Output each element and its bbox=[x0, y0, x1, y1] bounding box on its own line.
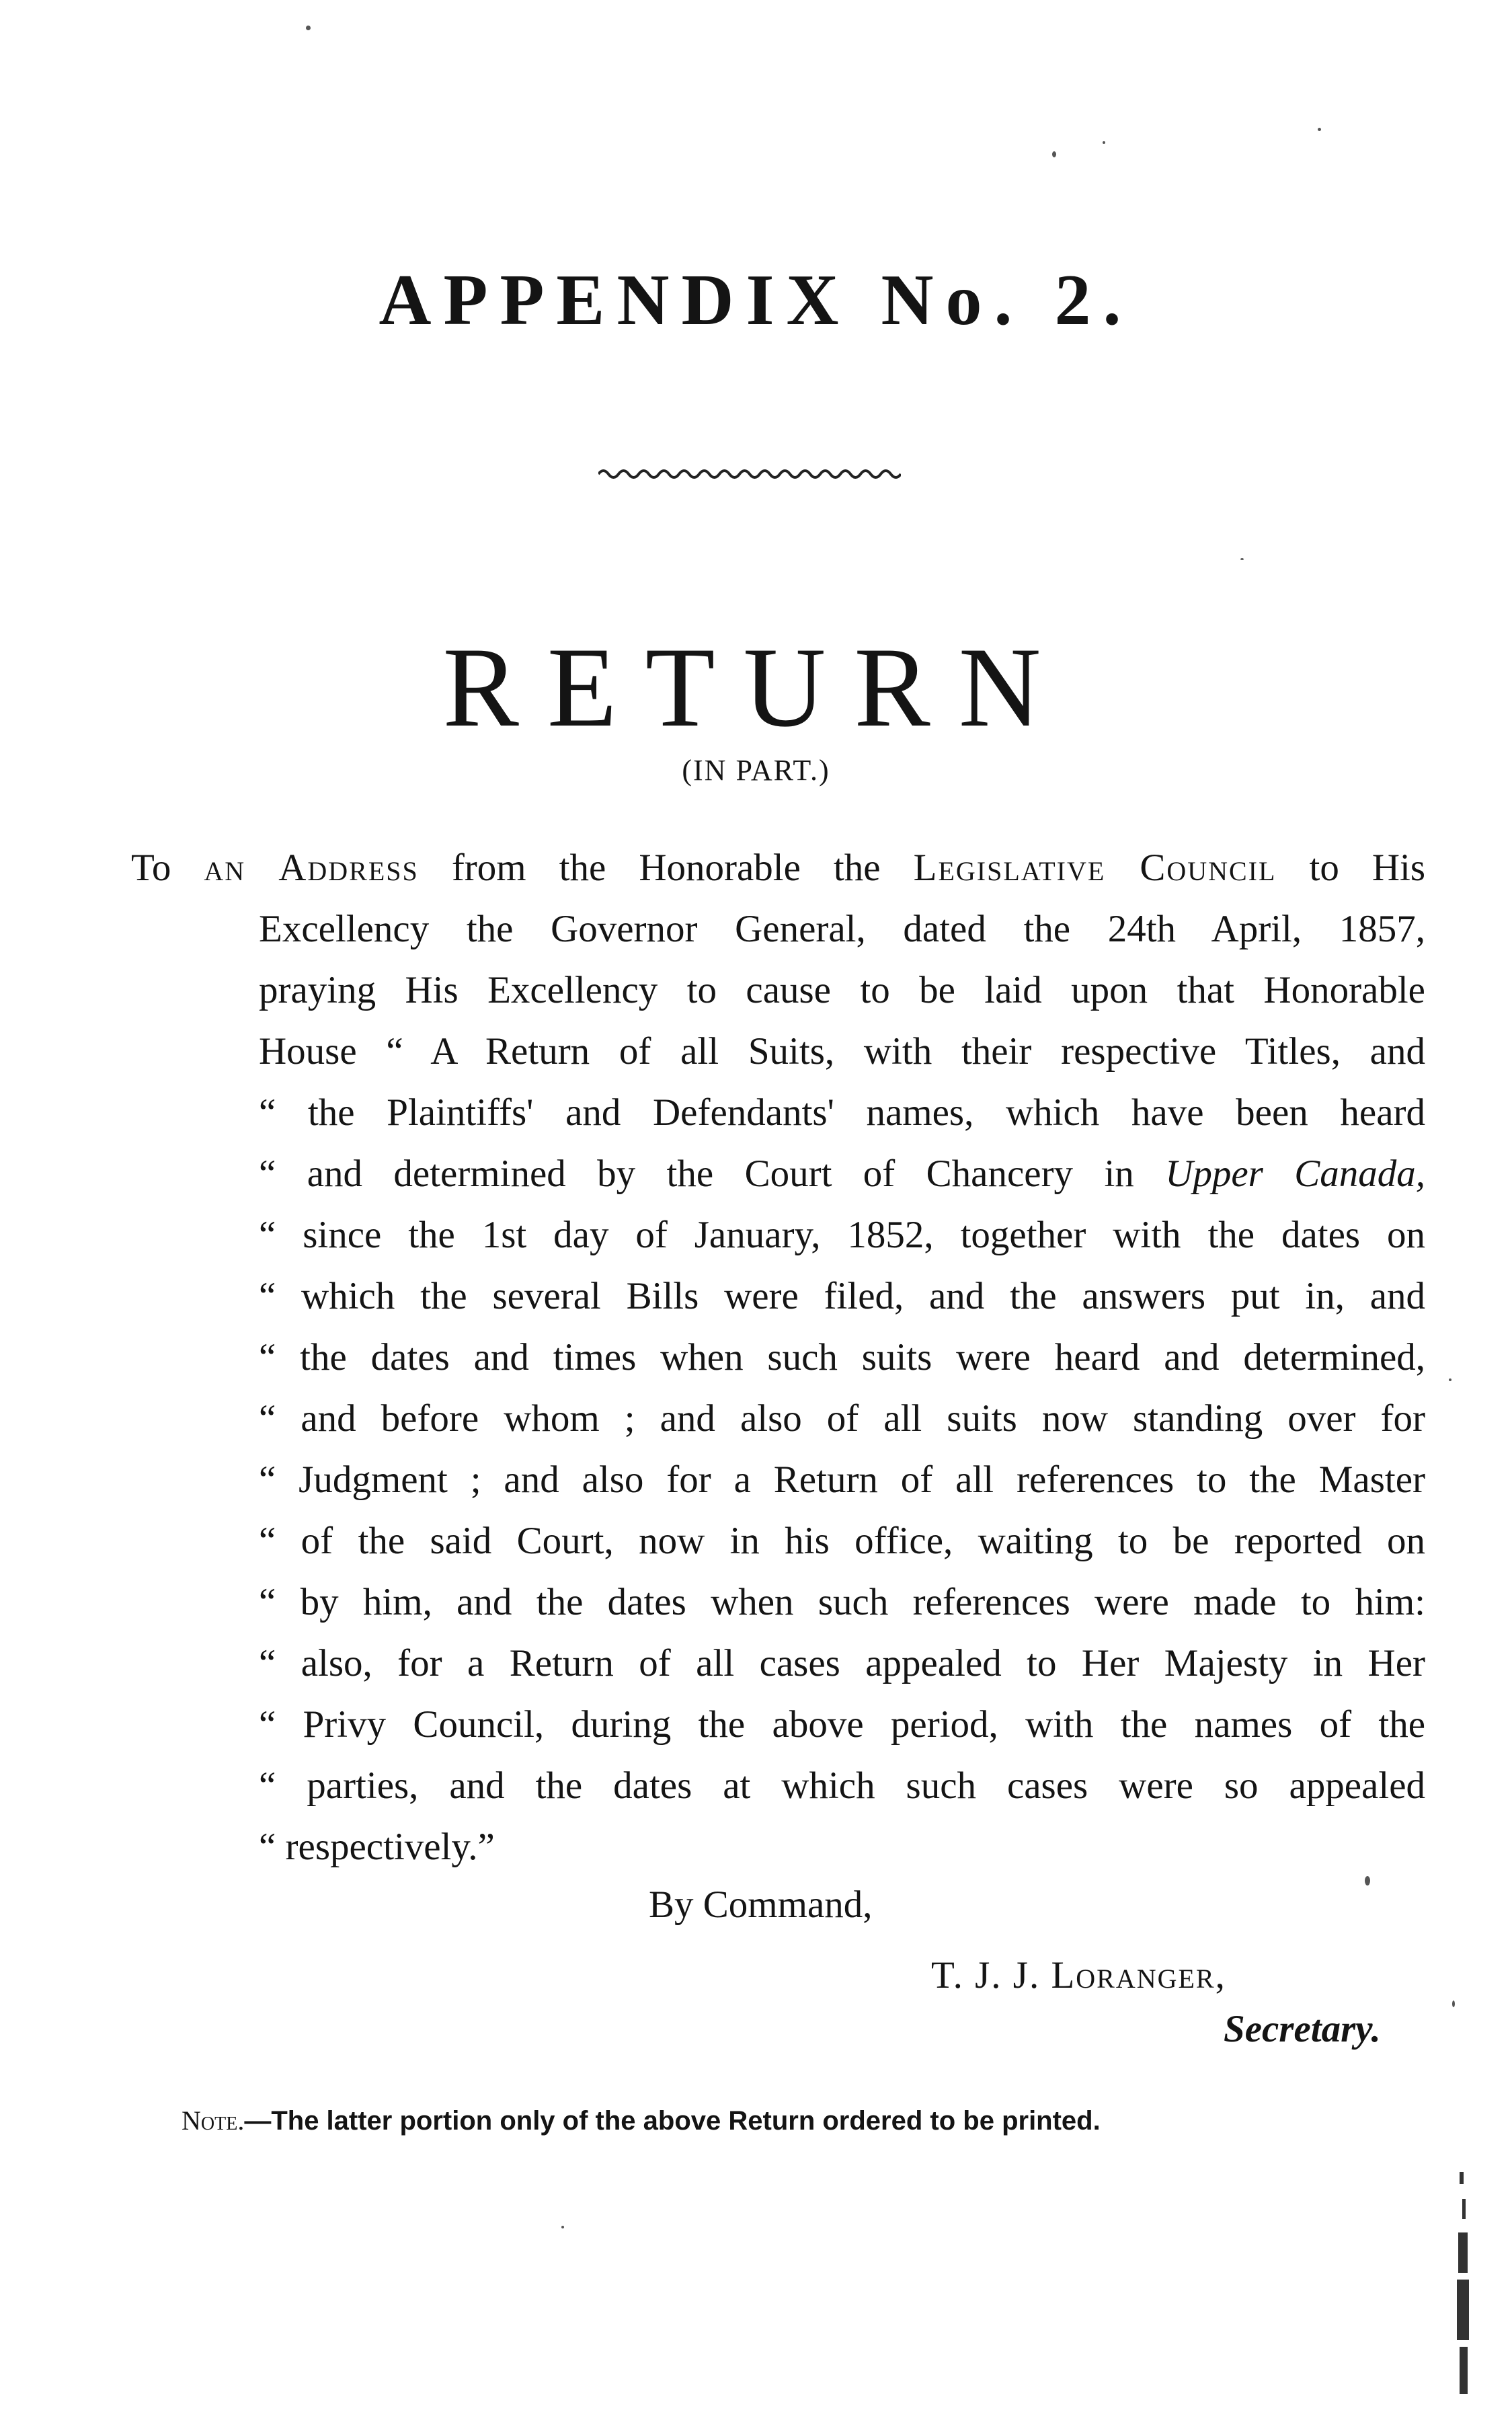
footnote-label: Note. bbox=[182, 2105, 245, 2136]
signer-title: Secretary. bbox=[1224, 2008, 1381, 2050]
scan-edge-artifact bbox=[1456, 2172, 1472, 2394]
decorative-wavy-rule bbox=[598, 464, 901, 484]
appendix-heading: APPENDIX No. 2. bbox=[379, 260, 1133, 340]
return-subtitle: (IN PART.) bbox=[682, 754, 830, 787]
address-line: “ which the several Bills were filed, and the answers put in, and bbox=[259, 1275, 1425, 1317]
scan-speck bbox=[561, 2226, 564, 2228]
address-line: “ parties, and the dates at which such cases were so appealed bbox=[259, 1764, 1425, 1807]
scan-speck bbox=[1452, 2000, 1455, 2007]
address-line: “ respectively.” bbox=[259, 1826, 495, 1868]
scan-speck bbox=[306, 26, 311, 30]
address-line: “ of the said Court, now in his office, waiting to be reported on bbox=[259, 1520, 1425, 1562]
address-line: “ also, for a Return of all cases appealed to Her Majesty in Her bbox=[259, 1642, 1425, 1684]
scan-speck bbox=[1449, 1378, 1451, 1381]
signer-name: T. J. J. Loranger, bbox=[931, 1954, 1226, 1996]
scan-speck bbox=[1103, 141, 1105, 144]
by-command-text: By Command, bbox=[649, 1883, 873, 1926]
scan-speck bbox=[1240, 558, 1244, 560]
address-line: Excellency the Governor General, dated the 24th April, 1857, bbox=[259, 908, 1425, 950]
footnote bbox=[182, 2105, 1101, 2136]
address-line: praying His Excellency to cause to be laid upon that Honorable bbox=[259, 969, 1425, 1011]
footnote-text: —The latter portion only of the above Return ordered to be printed. bbox=[244, 2106, 1101, 2136]
address-line: “ Judgment ; and also for a Return of all references to the Master bbox=[259, 1459, 1425, 1501]
address-line: “ and before whom ; and also of all suits now standing over for bbox=[259, 1397, 1425, 1440]
scan-speck bbox=[1052, 151, 1056, 157]
address-line: “ Privy Council, during the above period, with the names of the bbox=[259, 1703, 1425, 1746]
address-line: House “ A Return of all Suits, with their respective Titles, and bbox=[259, 1030, 1425, 1073]
address-line: “ since the 1st day of January, 1852, together with the dates on bbox=[259, 1214, 1425, 1256]
address-line: “ the dates and times when such suits were heard and determined, bbox=[259, 1336, 1425, 1378]
return-heading: RETURN bbox=[442, 624, 1070, 750]
address-line: “ the Plaintiffs' and Defendants' names, which have been heard bbox=[259, 1091, 1425, 1134]
scan-speck bbox=[1318, 128, 1321, 131]
address-paragraph bbox=[131, 837, 1425, 1877]
address-line: “ by him, and the dates when such references were made to him: bbox=[259, 1581, 1425, 1623]
address-line: “ and determined by the Court of Chancery in Upper Canada, bbox=[259, 1153, 1425, 1195]
address-line: To an Address from the Honorable the Legislative Council to His bbox=[131, 847, 1426, 889]
scan-speck bbox=[1365, 1876, 1370, 1886]
